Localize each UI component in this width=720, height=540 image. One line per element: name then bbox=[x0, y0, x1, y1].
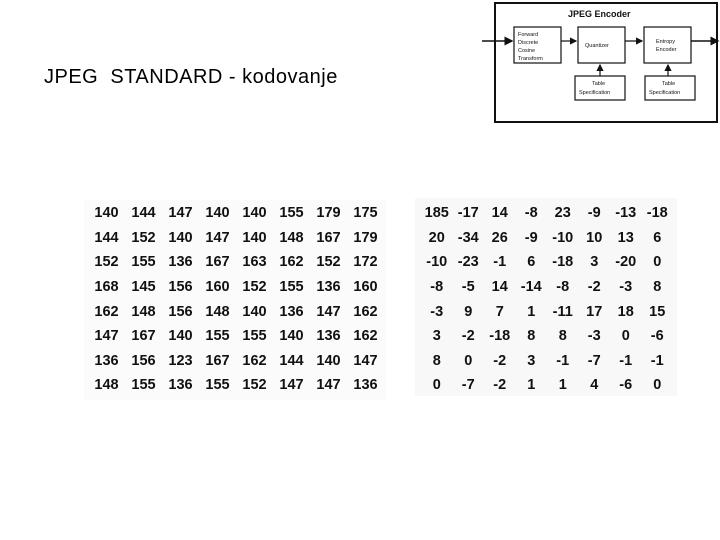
table-spec-box-1 bbox=[575, 76, 625, 100]
pixel-matrix-cell: 136 bbox=[316, 279, 341, 296]
pixel-matrix-cell: 162 bbox=[353, 303, 378, 320]
pixel-matrix-cell: 152 bbox=[94, 254, 119, 271]
dct-matrix-cell: 23 bbox=[554, 205, 571, 222]
pixel-matrix-cell: 144 bbox=[94, 229, 119, 246]
pixel-matrix-cell: 163 bbox=[242, 254, 267, 271]
pixel-matrix-cell: 144 bbox=[279, 352, 304, 369]
pixel-matrix-cell: 136 bbox=[316, 328, 341, 345]
dct-matrix-cell: 15 bbox=[649, 303, 666, 320]
fdct-label-3: Cosine bbox=[518, 48, 536, 54]
pixel-matrix-row bbox=[88, 201, 384, 226]
dct-matrix-cell: -10 bbox=[552, 229, 574, 246]
dct-matrix-cell: 13 bbox=[617, 229, 634, 246]
dct-matrix-cell: -9 bbox=[524, 229, 538, 246]
jpeg-encoder-diagram bbox=[482, 0, 720, 126]
entropy-encoder-box bbox=[644, 27, 691, 63]
pixel-matrix-row bbox=[88, 324, 384, 349]
dct-matrix-cell: 0 bbox=[653, 377, 662, 394]
dct-matrix-cell: -3 bbox=[430, 303, 444, 320]
pixel-matrix-cell: 148 bbox=[205, 303, 230, 320]
table-spec-2-label-1: Table bbox=[662, 81, 676, 87]
pixel-matrix-cell: 162 bbox=[279, 254, 304, 271]
pixel-matrix-row bbox=[88, 250, 384, 275]
dct-matrix-cell: 18 bbox=[617, 303, 634, 320]
table-spec-2-label-2: Specification bbox=[649, 90, 681, 96]
pixel-matrix-cell: 136 bbox=[353, 377, 378, 394]
fdct-label-4: Transform bbox=[518, 56, 543, 62]
dct-matrix-cell: 20 bbox=[428, 229, 445, 246]
dct-matrix-row bbox=[421, 299, 673, 324]
dct-matrix-cell: 8 bbox=[527, 328, 536, 345]
pixel-matrix-cell: 148 bbox=[94, 377, 119, 394]
pixel-matrix-cell: 148 bbox=[131, 303, 156, 320]
pixel-matrix-cell: 156 bbox=[168, 279, 193, 296]
dct-matrix-cell: -18 bbox=[552, 254, 574, 271]
pixel-matrix-cell: 168 bbox=[94, 279, 119, 296]
dct-matrix-cell: -1 bbox=[556, 352, 570, 369]
dct-matrix-cell: 8 bbox=[558, 328, 567, 345]
pixel-matrix-cell: 167 bbox=[205, 352, 230, 369]
dct-matrix-cell: -17 bbox=[457, 205, 479, 222]
dct-matrix-row bbox=[421, 226, 673, 251]
pixel-matrix-cell: 167 bbox=[205, 254, 230, 271]
dct-matrix-cell: 6 bbox=[527, 254, 536, 271]
table-spec-box-2 bbox=[645, 76, 695, 100]
dct-matrix-cell: -8 bbox=[524, 205, 538, 222]
pixel-matrix-cell: 144 bbox=[131, 205, 156, 222]
dct-matrix-cell: 14 bbox=[491, 205, 508, 222]
pixel-matrix-row bbox=[88, 373, 384, 398]
dct-matrix-cell: -2 bbox=[461, 328, 475, 345]
pixel-matrix-cell: 140 bbox=[316, 352, 341, 369]
dct-matrix-cell: 1 bbox=[527, 377, 536, 394]
pixel-matrix-cell: 155 bbox=[279, 279, 304, 296]
dct-matrix-cell: -8 bbox=[430, 279, 444, 296]
table-spec-1-label-2: Specification bbox=[579, 90, 611, 96]
fdct-label-1: Forward bbox=[518, 32, 539, 38]
pixel-matrix-cell: 147 bbox=[94, 328, 119, 345]
pixel-matrix-cell: 140 bbox=[94, 205, 119, 222]
pixel-matrix-cell: 160 bbox=[205, 279, 230, 296]
fdct-label-2: Discrete bbox=[518, 40, 539, 46]
pixel-matrix-cell: 162 bbox=[353, 328, 378, 345]
pixel-matrix-cell: 152 bbox=[316, 254, 341, 271]
dct-matrix-cell: 3 bbox=[432, 328, 441, 345]
pixel-matrix-cell: 156 bbox=[131, 352, 156, 369]
dct-matrix-cell: -5 bbox=[461, 279, 475, 296]
pixel-matrix-cell: 147 bbox=[316, 303, 341, 320]
pixel-matrix-cell: 140 bbox=[279, 328, 304, 345]
dct-matrix-row bbox=[421, 275, 673, 300]
dct-matrix-cell: 1 bbox=[558, 377, 567, 394]
dct-matrix-cell: 3 bbox=[527, 352, 536, 369]
pixel-matrix-cell: 145 bbox=[131, 279, 156, 296]
pixel-matrix-cell: 155 bbox=[205, 328, 230, 345]
pixel-matrix-cell: 152 bbox=[131, 229, 156, 246]
dct-matrix-cell: -11 bbox=[552, 303, 573, 320]
pixel-matrix-cell: 140 bbox=[242, 303, 267, 320]
dct-matrix-cell: -2 bbox=[587, 279, 601, 296]
dct-matrix-cell: -1 bbox=[650, 352, 664, 369]
dct-matrix-cell: -34 bbox=[457, 229, 479, 246]
pixel-matrix-cell: 160 bbox=[353, 279, 378, 296]
pixel-matrix-cell: 136 bbox=[168, 254, 193, 271]
dct-matrix-cell: 10 bbox=[586, 229, 603, 246]
dct-matrix-cell: -18 bbox=[646, 205, 668, 222]
diagram-title: JPEG Encoder bbox=[568, 9, 631, 19]
dct-matrix-cell: 0 bbox=[464, 352, 473, 369]
dct-matrix-cell: -9 bbox=[587, 205, 601, 222]
dct-matrix-cell: -8 bbox=[556, 279, 570, 296]
dct-matrix-cell: 0 bbox=[432, 377, 441, 394]
pixel-matrix-cell: 152 bbox=[242, 279, 267, 296]
dct-matrix-cell: -2 bbox=[493, 377, 507, 394]
dct-matrix-cell: -13 bbox=[615, 205, 637, 222]
quantizer-label: Quantizer bbox=[585, 43, 609, 49]
dct-matrix-row bbox=[421, 201, 673, 226]
dct-matrix-cell: -20 bbox=[615, 254, 637, 271]
dct-matrix-row bbox=[421, 250, 673, 275]
pixel-matrix-cell: 167 bbox=[131, 328, 156, 345]
dct-matrix-cell: -2 bbox=[493, 352, 507, 369]
pixel-matrix-cell: 136 bbox=[168, 377, 193, 394]
dct-matrix-row bbox=[421, 324, 673, 349]
dct-matrix-cell: -1 bbox=[493, 254, 507, 271]
dct-matrix-cell: 0 bbox=[621, 328, 630, 345]
entropy-label-2: Encoder bbox=[656, 47, 677, 53]
pixel-matrix-cell: 147 bbox=[168, 205, 193, 222]
pixel-matrix-cell: 156 bbox=[168, 303, 193, 320]
dct-matrix-cell: 17 bbox=[586, 303, 603, 320]
dct-matrix-cell: -3 bbox=[619, 279, 633, 296]
dct-matrix-cell: 26 bbox=[491, 229, 508, 246]
dct-matrix-cell: 3 bbox=[590, 254, 599, 271]
pixel-matrix-cell: 162 bbox=[242, 352, 267, 369]
dct-matrix-cell: -10 bbox=[426, 254, 448, 271]
dct-matrix-cell: 185 bbox=[424, 205, 449, 222]
pixel-matrix-cell: 179 bbox=[316, 205, 341, 222]
pixel-matrix-cell: 148 bbox=[279, 229, 304, 246]
pixel-matrix-cell: 175 bbox=[353, 205, 378, 222]
pixel-matrix-cell: 155 bbox=[131, 377, 156, 394]
pixel-matrix-cell: 136 bbox=[279, 303, 304, 320]
pixel-matrix-row bbox=[88, 275, 384, 300]
dct-matrix-row bbox=[421, 373, 673, 398]
pixel-matrix-cell: 140 bbox=[242, 229, 267, 246]
pixel-matrix-cell: 172 bbox=[353, 254, 378, 271]
table-spec-1-label-1: Table bbox=[592, 81, 606, 87]
pixel-matrix-cell: 167 bbox=[316, 229, 341, 246]
pixel-matrix-cell: 147 bbox=[316, 377, 341, 394]
dct-matrix-cell: -1 bbox=[619, 352, 633, 369]
pixel-matrix-cell: 155 bbox=[242, 328, 267, 345]
pixel-value-matrix bbox=[88, 201, 384, 398]
dct-matrix-cell: 4 bbox=[590, 377, 599, 394]
dct-matrix-row bbox=[421, 349, 673, 374]
dct-matrix-cell: -7 bbox=[587, 352, 601, 369]
dct-matrix-cell: -6 bbox=[650, 328, 664, 345]
pixel-matrix-cell: 147 bbox=[205, 229, 230, 246]
dct-matrix-cell: -18 bbox=[489, 328, 511, 345]
dct-matrix-cell: 6 bbox=[653, 229, 662, 246]
pixel-matrix-cell: 140 bbox=[205, 205, 230, 222]
pixel-matrix-cell: 147 bbox=[279, 377, 304, 394]
dct-matrix-cell: 8 bbox=[653, 279, 662, 296]
dct-matrix-cell: -6 bbox=[619, 377, 633, 394]
dct-coefficient-matrix bbox=[421, 201, 673, 398]
dct-matrix-cell: -3 bbox=[587, 328, 601, 345]
pixel-matrix-cell: 136 bbox=[94, 352, 119, 369]
pixel-matrix-cell: 155 bbox=[279, 205, 304, 222]
dct-matrix-cell: -23 bbox=[457, 254, 479, 271]
dct-matrix-cell: 8 bbox=[432, 352, 441, 369]
pixel-matrix-cell: 179 bbox=[353, 229, 378, 246]
entropy-label-1: Entropy bbox=[656, 39, 675, 45]
dct-matrix-cell: 14 bbox=[491, 279, 508, 296]
dct-matrix-cell: 1 bbox=[527, 303, 536, 320]
pixel-matrix-cell: 140 bbox=[168, 229, 193, 246]
pixel-matrix-cell: 140 bbox=[242, 205, 267, 222]
pixel-matrix-cell: 152 bbox=[242, 377, 267, 394]
dct-matrix-cell: -14 bbox=[520, 279, 542, 296]
dct-matrix-cell: 7 bbox=[495, 303, 504, 320]
pixel-matrix-row bbox=[88, 349, 384, 374]
pixel-matrix-row bbox=[88, 299, 384, 324]
dct-matrix-cell: -7 bbox=[461, 377, 475, 394]
pixel-matrix-cell: 162 bbox=[94, 303, 119, 320]
dct-matrix-cell: 9 bbox=[464, 303, 473, 320]
pixel-matrix-cell: 155 bbox=[131, 254, 156, 271]
pixel-matrix-cell: 147 bbox=[353, 352, 378, 369]
pixel-matrix-cell: 155 bbox=[205, 377, 230, 394]
pixel-matrix-row bbox=[88, 226, 384, 251]
pixel-matrix-cell: 123 bbox=[168, 352, 193, 369]
slide-title: JPEG STANDARD - kodovanje bbox=[44, 66, 338, 88]
pixel-matrix-cell: 140 bbox=[168, 328, 193, 345]
dct-matrix-cell: 0 bbox=[653, 254, 662, 271]
